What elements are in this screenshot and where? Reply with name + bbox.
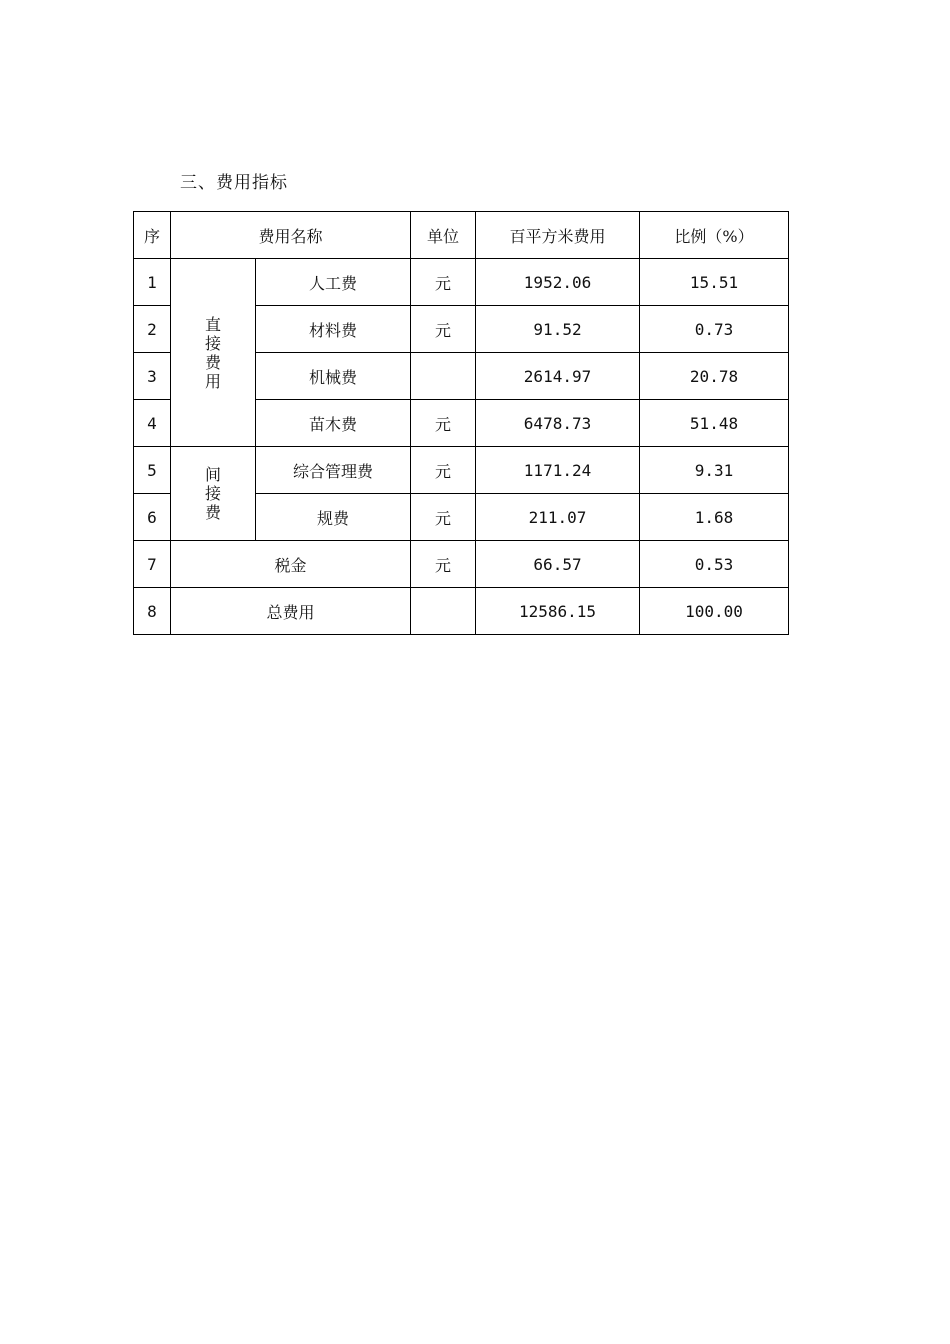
- cost-index-table: [133, 211, 789, 635]
- cell-cost: 211.07: [476, 494, 640, 541]
- header-name: 费用名称: [171, 212, 411, 259]
- cell-cost: 66.57: [476, 541, 640, 588]
- cell-seq: 7: [134, 541, 171, 588]
- cell-cost: 2614.97: [476, 353, 640, 400]
- cell-name: 总费用: [171, 588, 411, 635]
- cell-unit: 元: [411, 259, 476, 306]
- cell-ratio: 9.31: [640, 447, 789, 494]
- cell-name: 综合管理费: [256, 447, 411, 494]
- cell-unit: 元: [411, 541, 476, 588]
- cell-ratio: 51.48: [640, 400, 789, 447]
- cell-seq: 5: [134, 447, 171, 494]
- cell-seq: 6: [134, 494, 171, 541]
- cell-ratio: 15.51: [640, 259, 789, 306]
- cell-name: 材料费: [256, 306, 411, 353]
- cell-unit: 元: [411, 400, 476, 447]
- cell-seq: 3: [134, 353, 171, 400]
- cell-ratio: 0.73: [640, 306, 789, 353]
- table-row-total: [134, 588, 789, 635]
- cell-name: 苗木费: [256, 400, 411, 447]
- cell-cost: 6478.73: [476, 400, 640, 447]
- table-row: [134, 259, 789, 306]
- cell-cost: 12586.15: [476, 588, 640, 635]
- cell-unit: [411, 353, 476, 400]
- cell-cost: 1952.06: [476, 259, 640, 306]
- cell-ratio: 20.78: [640, 353, 789, 400]
- cell-name: 机械费: [256, 353, 411, 400]
- header-ratio: 比例（%）: [640, 212, 789, 259]
- cell-cost: 91.52: [476, 306, 640, 353]
- table-row: [134, 447, 789, 494]
- cell-unit: 元: [411, 447, 476, 494]
- cell-name: 规费: [256, 494, 411, 541]
- section-title: 三、费用指标: [180, 173, 288, 193]
- cell-name: 税金: [171, 541, 411, 588]
- cell-name: 人工费: [256, 259, 411, 306]
- table-row: [134, 541, 789, 588]
- cell-cost: 1171.24: [476, 447, 640, 494]
- group-indirect-cost: 间 接 费: [171, 447, 256, 541]
- cell-ratio: 0.53: [640, 541, 789, 588]
- group-direct-cost: 直 接 费 用: [171, 259, 256, 447]
- cell-unit: [411, 588, 476, 635]
- cell-unit: 元: [411, 306, 476, 353]
- cell-seq: 8: [134, 588, 171, 635]
- header-cost: 百平方米费用: [476, 212, 640, 259]
- cell-ratio: 1.68: [640, 494, 789, 541]
- header-seq: 序: [134, 212, 171, 259]
- cell-seq: 4: [134, 400, 171, 447]
- cell-seq: 1: [134, 259, 171, 306]
- cell-unit: 元: [411, 494, 476, 541]
- table-header-row: [134, 212, 789, 259]
- header-unit: 单位: [411, 212, 476, 259]
- cell-ratio: 100.00: [640, 588, 789, 635]
- cell-seq: 2: [134, 306, 171, 353]
